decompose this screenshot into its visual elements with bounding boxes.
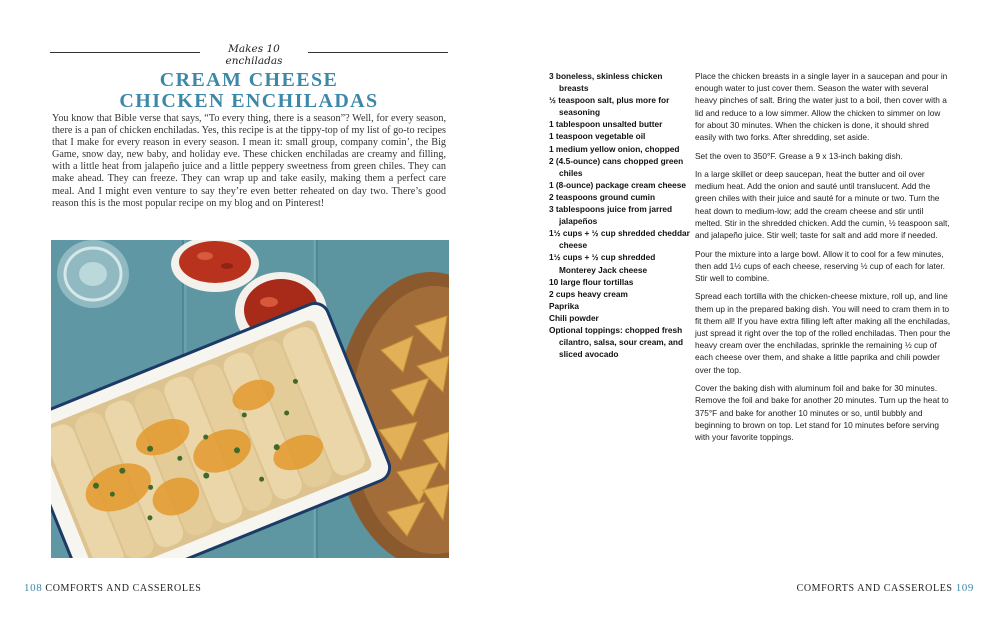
direction-step: Cover the baking dish with aluminum foil and bake for 30 minutes. Remove the foil and bake for another 20 minutes. Turn up the heat to 375°F and bake for another 10 minutes or so, until bubbly and beginning to brown on top. Let stand for 10 minutes before serving with your favorite toppings.	[695, 383, 949, 442]
direction-step: Spread each tortilla with the chicken-cheese mixture, roll up, and line them up in the prepared baking dish. You will need to cram them in to fit them all! If you have extra filling left after making all the enchiladas, just spread it right over the top of the rolled enchiladas. Then pour the heavy cream over the enchiladas, sprinkle the remaining ½ cup of each cheese over them, and shake a little paprika and chili powder over the top.	[695, 291, 951, 375]
ingredient-item: 1 teaspoon vegetable oil	[549, 131, 646, 142]
ingredient-item: 1 medium yellow onion, chopped	[549, 143, 680, 154]
recipe-title	[50, 70, 448, 112]
footer-section-left: COMFORTS AND CASSEROLES	[45, 583, 202, 594]
direction-step: Pour the mixture into a large bowl. Allow it to cool for a few minutes, then add 1½ cups of each cheese, reserving ½ cup of each for later. Stir well to combine.	[695, 248, 945, 283]
ingredient-item: 2 cups heavy cream	[549, 288, 628, 299]
ingredient-item: 1½ cups + ½ cup shredded Monterey Jack cheese	[549, 252, 656, 275]
ingredient-item: 2 teaspoons ground cumin	[549, 191, 656, 202]
ingredient-item: 1 tablespoon unsalted butter	[549, 119, 663, 130]
ingredient-item: 3 tablespoons juice from jarred jalapeños	[549, 204, 673, 227]
enchiladas-photo-illustration	[51, 240, 449, 558]
ingredient-item: Chili powder	[549, 312, 599, 323]
ingredient-item: 1 (8-ounce) package cream cheese	[549, 179, 686, 190]
recipe-title-line-1: CREAM CHEESE	[159, 69, 339, 91]
footer-right	[797, 582, 974, 594]
direction-step: Place the chicken breasts in a single layer in a saucepan and pour in enough water to just cover them. Season the water with several heavy pinches of salt. Bring the water just to a boil, then cover with a lid and reduce to a low simmer. Allow the chicken to simmer on low for about 30 minutes. When the chicken is done, it should shred easily with two forks. After shredding, set aside.	[695, 71, 948, 143]
directions	[695, 70, 951, 449]
baking-dish	[51, 299, 394, 558]
recipe-intro: You know that Bible verse that says, “To every thing, there is a season”? Well, for every season, there is a pan of chicken enchiladas. Yes, this recipe is at the tippy-top of my list of go-to recipes that I make for every reason in every season. I mean it: small group, company comin’, the Big Game, snow day, new baby, and holiday eve. These chicken enchiladas are creamy and filling, with a little heat from jalapeño juice and a little peppery sweetness from green chiles. They can make ahead. They can freeze. They can wrap up and take easily, making them a perfect care meal. And I might even venture to say they’re even better reheated on day two. There’s good reason this is the most popular recipe on my blog and on Pinterest!	[52, 113, 446, 209]
salsa-bowl-top	[171, 240, 259, 292]
yield-label: Makes 10 enchiladas	[225, 43, 283, 67]
ingredient-item: 2 (4.5-ounce) cans chopped green chiles	[549, 155, 684, 178]
yield-rule-right	[308, 52, 448, 53]
page-number-left: 108	[24, 582, 43, 594]
ingredient-item: 3 boneless, skinless chicken breasts	[549, 71, 663, 94]
footer-section-right: COMFORTS AND CASSEROLES	[796, 583, 953, 594]
page-number-right: 109	[955, 582, 974, 594]
direction-step: Set the oven to 350°F. Grease a 9 x 13-inch baking dish.	[695, 150, 903, 161]
ingredient-item: Optional toppings: chopped fresh cilantro, salsa, sour cream, and sliced avocado	[549, 324, 684, 360]
ingredient-item: 1½ cups + ½ cup shredded cheddar cheese	[549, 228, 690, 251]
ingredient-list	[549, 70, 691, 360]
ingredient-item: ½ teaspoon salt, plus more for seasoning	[549, 95, 670, 118]
footer-left	[24, 582, 201, 594]
direction-step: In a large skillet or deep saucepan, heat the butter and oil over medium heat. Add the onion and sauté until translucent. Add the green chiles with their juice and sauté for a minute or two. Turn the heat down to medium-low; add the cream cheese and stir until melted. Stir in the shredded chicken. Add the cumin, ½ teaspoon salt, and jalapeño juice. Stir well; taste for salt and add more if needed.	[695, 169, 950, 241]
enchiladas-photo	[51, 240, 449, 558]
ingredient-item: 10 large flour tortillas	[549, 276, 634, 287]
recipe-title-line-2: CHICKEN ENCHILADAS	[119, 90, 379, 112]
water-glass	[57, 240, 129, 308]
ingredient-item: Paprika	[549, 300, 579, 311]
yield-rule-left	[50, 52, 200, 53]
